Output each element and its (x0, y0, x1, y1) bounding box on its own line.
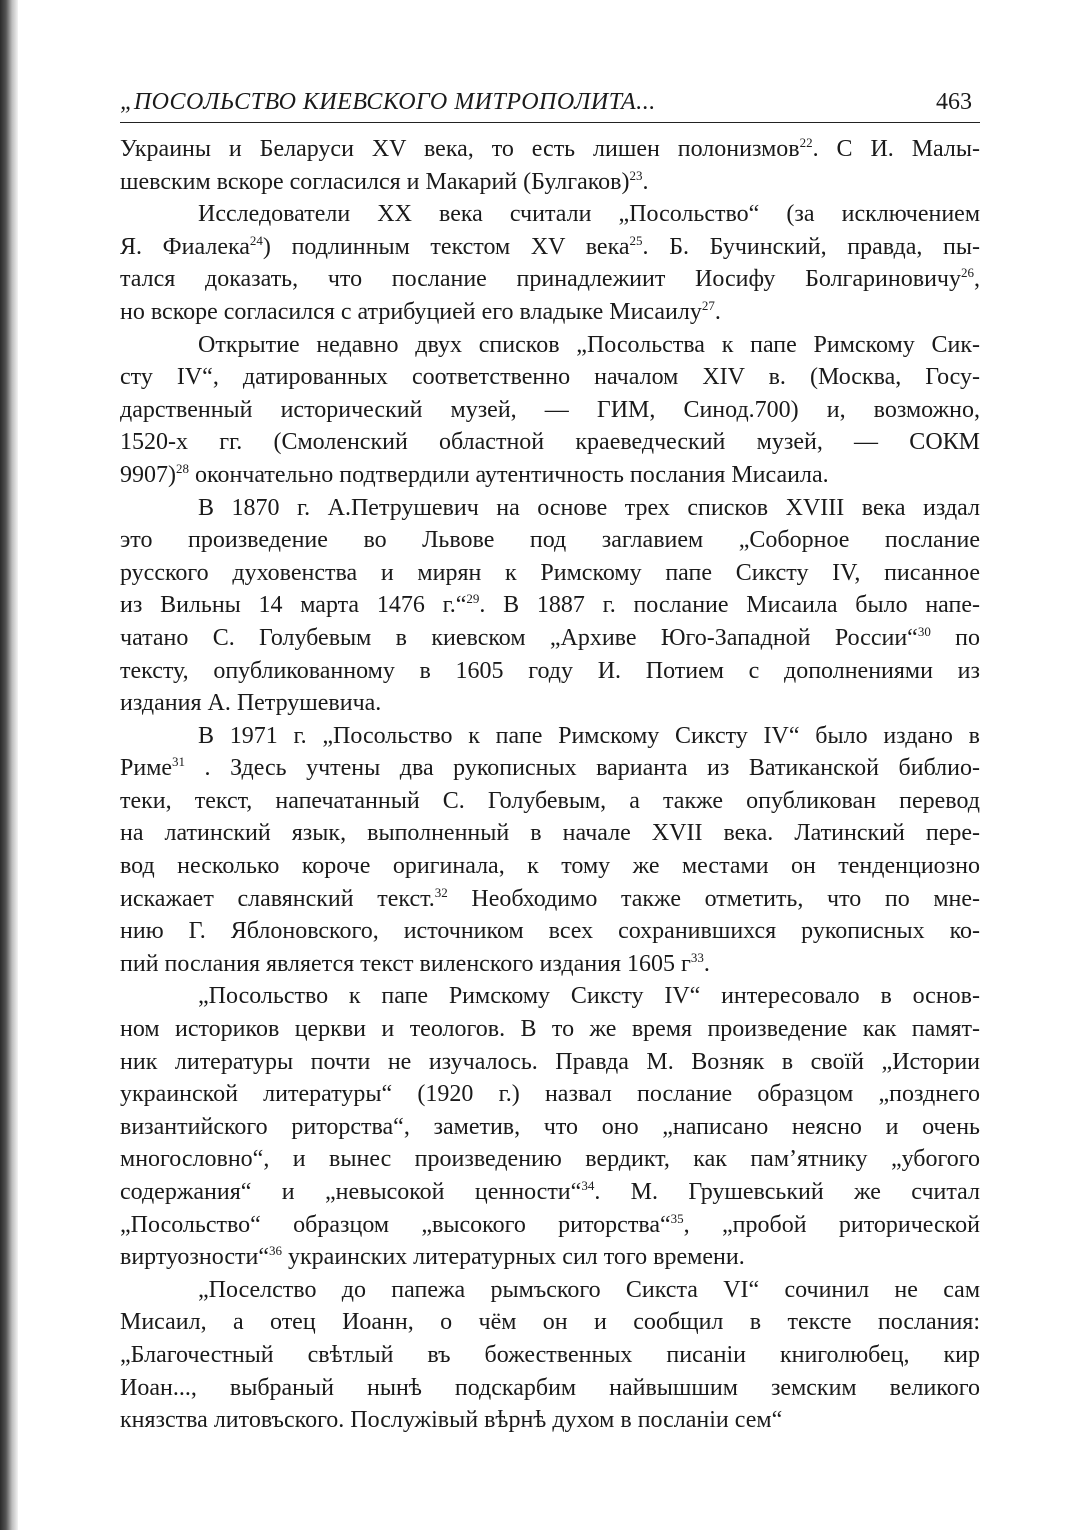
running-title: „ПОСОЛЬСТВО КИЕВСКОГО МИТРОПОЛИТА... (120, 89, 656, 115)
text-line (120, 459, 980, 492)
text-line (120, 655, 980, 688)
footnote-marker: 26 (961, 265, 974, 281)
text-run: В 1971 г. „Посольство к папе Римскому Сиксту IV“ было издано в (198, 722, 980, 749)
text-run: теки, текст, напечатанный С. Голубевым, а также опубликован перевод (120, 787, 980, 814)
text-run: византийского риторства“, заметив, что оно „написано неясно и очень (120, 1113, 980, 1140)
page-number: 463 (936, 89, 972, 115)
text-run: сту IV“, датированных соответственно началом XIV в. (Москва, Госу- (120, 364, 980, 391)
text-line (120, 980, 980, 1013)
text-run: тался доказать, что послание принадлежиит Иосифу Болгариновичу (120, 266, 961, 293)
footnote-marker: 32 (434, 884, 448, 900)
text-line (120, 720, 980, 753)
paragraph (120, 1274, 980, 1437)
text-line (120, 752, 980, 785)
footnote-marker: 35 (670, 1210, 684, 1226)
text-line (120, 883, 980, 916)
text-line (120, 1274, 980, 1307)
text-run: „Посольство к папе Римскому Сиксту IV“ интересовало в основ- (198, 983, 980, 1010)
text-run: шевским вскоре согласился и Макарий (Булгаков) (120, 168, 630, 195)
text-run: , „пробой риторической (683, 1211, 980, 1238)
footnote-marker: 22 (799, 135, 813, 150)
running-header (120, 78, 980, 123)
text-run: Открытие недавно двух списков „Посольства к папе Римскому Сик- (198, 331, 980, 358)
text-run: на латинский язык, выполненный в начале XVII века. Латинский пере- (120, 820, 980, 847)
text-run: но вскоре согласился с атрибуцией его владыке Мисаилу (120, 298, 702, 325)
text-line (120, 1339, 980, 1372)
text-run: Исследователи XX века считали „Посольство“ (за исключением (198, 201, 980, 228)
text-line (120, 166, 980, 199)
text-line (120, 1046, 980, 1079)
paragraph (120, 198, 980, 328)
text-run: дарственный исторический музей, — ГИМ, Синод.700) и, возможно, (120, 396, 980, 423)
text-run: по (930, 624, 981, 651)
text-run: украинских литературных сил того времени. (282, 1244, 745, 1271)
text-run: тексту, опубликованному в 1605 году И. Потием с дополнениями из (120, 657, 980, 684)
page-binding-edge (0, 0, 18, 1530)
text-run: вод несколько короче оригинала, к тому же местами он тенденциозно (120, 853, 980, 880)
text-run: из Вильны 14 марта 1476 г.“ (120, 592, 467, 619)
text-run: . Б. Бучинский, правда, пы- (642, 233, 980, 260)
text-run: „Посольство“ образцом „высокого риторства“ (120, 1211, 671, 1238)
text-line (120, 1111, 980, 1144)
text-run: украинской литературы“ (1920 г.) назвал послание образцом „позднего (120, 1081, 980, 1108)
text-line (120, 1241, 980, 1274)
text-run: . В 1887 г. послание Мисаила было напе- (479, 592, 980, 619)
text-line (120, 263, 980, 296)
text-run: Украины и Беларуси XV века, то есть лишен полонизмов (120, 136, 800, 162)
paragraph (120, 492, 980, 720)
footnote-marker: 25 (629, 232, 643, 248)
book-page (120, 78, 980, 1437)
text-line (120, 817, 980, 850)
text-run: Необходимо также отметить, что по мне- (447, 885, 981, 912)
footnote-marker: 24 (249, 232, 263, 248)
text-run: искажает славянский текст. (120, 885, 435, 912)
text-run: ном историков церкви и теологов. В то же время произведение как памят- (120, 1016, 980, 1043)
footnote-marker: 30 (917, 623, 931, 639)
text-line (120, 589, 980, 622)
text-run: содержания“ и „невысокой ценности“ (120, 1179, 582, 1205)
footnote-marker: 36 (269, 1243, 282, 1259)
footnote-marker: 27 (701, 297, 715, 313)
footnote-marker: 29 (466, 591, 480, 607)
text-run: Мисаил, а отец Иоанн, о чём он и сообщил в тексте послания: (120, 1309, 980, 1336)
text-line (120, 133, 980, 166)
text-line (120, 850, 980, 883)
text-run: русского духовенства и мирян к Римскому папе Сиксту IV, писанное (120, 559, 980, 586)
text-line (120, 1372, 980, 1405)
text-line (120, 948, 980, 981)
text-line (120, 557, 980, 590)
footnote-marker: 23 (629, 167, 643, 183)
text-line (120, 1306, 980, 1339)
footnote-marker: 33 (690, 949, 704, 965)
text-run: В 1870 г. А.Петрушевич на основе трех списков XVIII века издал (198, 494, 980, 521)
text-run: нию Г. Яблоновского, источником всех сохранившихся рукописных ко- (120, 918, 980, 945)
footnote-marker: 34 (581, 1178, 595, 1193)
text-line (120, 1013, 980, 1046)
text-line (120, 785, 980, 818)
text-line (120, 1078, 980, 1111)
text-line (120, 687, 980, 720)
text-run: , (974, 266, 980, 293)
text-run: . М. Грушевський же считал (594, 1179, 981, 1205)
text-line (120, 1176, 980, 1209)
text-run: чатано С. Голубевым в киевском „Архиве Юго-Западной России“ (120, 624, 918, 651)
text-line (120, 915, 980, 948)
text-line (120, 1209, 980, 1242)
footnote-marker: 28 (176, 460, 189, 476)
text-run: виртуозности“ (120, 1244, 269, 1271)
paragraph (120, 329, 980, 492)
text-line (120, 231, 980, 264)
text-run: Риме (120, 755, 173, 782)
text-run: многословно“, и вынес произведению вердикт, как пам’ятнику „убогого (120, 1146, 980, 1173)
text-line (120, 394, 980, 427)
text-run: князства литовъского. Послужiвый вѣрнѣ духом в посланiи сем“ (120, 1407, 783, 1434)
text-line (120, 329, 980, 362)
text-run: „Благочестный свѣтлый въ божественных писанiи книголюбец, кир (120, 1341, 980, 1368)
text-line (120, 361, 980, 394)
text-run: ) подлинным текстом XV века (262, 233, 630, 260)
text-run: Я. Фиалека (120, 233, 250, 260)
text-line (120, 524, 980, 557)
text-run: издания А. Петрушевича. (120, 690, 382, 717)
text-line (120, 1143, 980, 1176)
paragraph (120, 720, 980, 981)
text-line (120, 622, 980, 655)
paragraph (120, 133, 980, 198)
text-run: 1520-х гг. (Смоленский областной краеведческий музей, — СОКМ (120, 429, 980, 456)
text-run: окончательно подтвердили аутентичность послания Мисаила. (189, 461, 829, 488)
text-run: ник литературы почти не изучалось. Правда М. Возняк в своїй „Истории (120, 1048, 980, 1075)
footnote-marker: 31 (172, 754, 186, 770)
text-run: . Здесь учтены два рукописных варианта из Ватиканской библио- (185, 755, 980, 782)
text-run: . (642, 168, 649, 195)
text-line (120, 198, 980, 231)
text-run: 9907) (120, 461, 176, 488)
text-run: Иоан..., выбраный нынѣ подскарбим найвышшим земским великого (120, 1374, 980, 1401)
paragraph (120, 980, 980, 1273)
text-line (120, 492, 980, 525)
text-run: „Поселство до папежа рымъского Сикста VI“ сочинил не сам (198, 1276, 980, 1303)
text-line (120, 1404, 980, 1437)
text-run: это произведение во Львове под заглавием „Соборное послание (120, 527, 980, 554)
text-line (120, 296, 980, 329)
text-run: . (714, 298, 721, 325)
text-line (120, 426, 980, 459)
text-run: . (703, 950, 710, 977)
body-text (120, 133, 980, 1437)
text-run: . С И. Малы- (812, 136, 980, 162)
text-run: пий послания является текст виленского издания 1605 г (120, 950, 691, 977)
